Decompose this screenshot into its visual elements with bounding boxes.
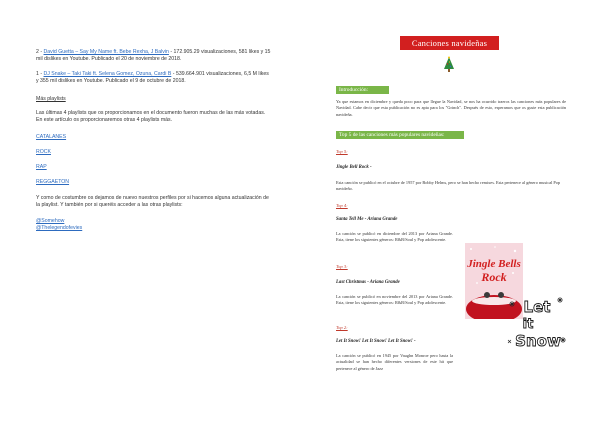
song-title: Santa Tell Me - Ariana Grande — [336, 217, 398, 222]
song-description: La canción se publicó en noviembre del 2013 por Ariana Grande. Esta, tiene los siguientes géneros: R&B/Soul y Pop adolescente. — [336, 294, 453, 306]
profile-link-somehow[interactable]: @Somehow — [36, 218, 65, 224]
video-item-1 — [36, 71, 272, 85]
christmas-tree-icon — [441, 56, 457, 72]
snow-word-it: it — [522, 317, 534, 332]
cover-title-line1: Jingle Bells — [467, 258, 521, 270]
playlists-intro: Las últimas 4 playlists que os proporcionamos en el documento fueron muchas de las más votadas. En este artículo os proporcionaremos otras 4 playlists más. — [36, 110, 266, 124]
intro-heading: Introducción: — [336, 86, 389, 94]
song-description: La canción se publicó en diciembre del 2013 por Ariana Grande. Esta, tiene los siguientes géneros: R&B/Soul y Pop adolescente. — [336, 231, 453, 243]
song-description: Esta canción se publicó en el octubre de 1957 por Bobby Helms, pero se han hecho remixes. Esta pertenece al género musical Pop navideño. — [336, 180, 561, 192]
song-description: La canción se publicó en 1945 por Vaughn Monroe pero hasta la actualidad se han hecho diferentes versiones de este hit que pertenece al género de Jazz — [336, 353, 453, 371]
video-link-1[interactable]: DJ Snake – Taki Taki ft. Selena Gomez, Ozuna, Cardi B — [43, 71, 172, 78]
snow-word-snow: Snow — [515, 332, 561, 350]
song-title: Let It Snow! Let It Snow! Let It Snow! - — [336, 339, 416, 344]
video-item-2 — [36, 49, 272, 63]
top-heading: Top 5 de las canciones más populares navideñas: — [336, 131, 464, 139]
video-link-2[interactable]: David Guetta – Say My Name ft. Bebe Rexha, J Balvin — [43, 49, 169, 56]
song-title: Jingle Bell Rock - — [336, 165, 372, 170]
profile-link-thelegendofevies[interactable]: @Thelegendofevies — [36, 225, 83, 231]
rank-label: Top 4: — [336, 203, 348, 208]
rank-label: Top 2: — [336, 325, 348, 330]
page-title: Canciones navideñas — [400, 36, 499, 50]
cover-title-line2: Rock — [481, 270, 507, 284]
snow-word-let: Let — [523, 298, 551, 316]
let-it-snow-illustration — [506, 292, 568, 352]
item-number: 1 - — [36, 71, 44, 78]
playlist-link-rap[interactable]: RAP — [36, 164, 47, 170]
item-number: 2 - — [36, 49, 44, 56]
rank-label: Top 3: — [336, 264, 348, 269]
playlists-title: Más playlists — [36, 96, 66, 102]
song-title: Last Christmas - Ariana Grande — [336, 280, 400, 285]
playlist-link-catalanes[interactable]: CATALANES — [36, 134, 67, 140]
item-details: - 172.905.29 visualizaciones, 581 likes y 15 mil dislikes en Youtube. Publicado el 20 de noviembre de 2018. — [36, 49, 271, 63]
playlist-link-reggaeton[interactable]: REGGAETON — [36, 179, 70, 185]
intro-text: Ya que estamos en diciembre y queda poco para que llegue la Navidad, se nos ha ocurrido traeros las canciones más populares de Navidad. Cabe decir que esta publicación no es apta para los "Grinch". Después de esto, esperamos que os guste esta publicación navideña. — [336, 99, 566, 117]
playlist-link-rock[interactable]: ROCK — [36, 149, 51, 155]
rank-label: Top 5: — [336, 149, 348, 154]
closing-text: Y como de costumbre os dejamos de nuevo nuestros perfiles por si hacemos alguna actualización de la playlist. Y también por si queréis acceder a las otras playlists: — [36, 195, 269, 209]
item-details: - 539.664.901 visualizaciones, 6,5 M likes y 355 mil dislikes en Youtube. Publicado el 9 de octubre de 2018. — [36, 71, 269, 85]
